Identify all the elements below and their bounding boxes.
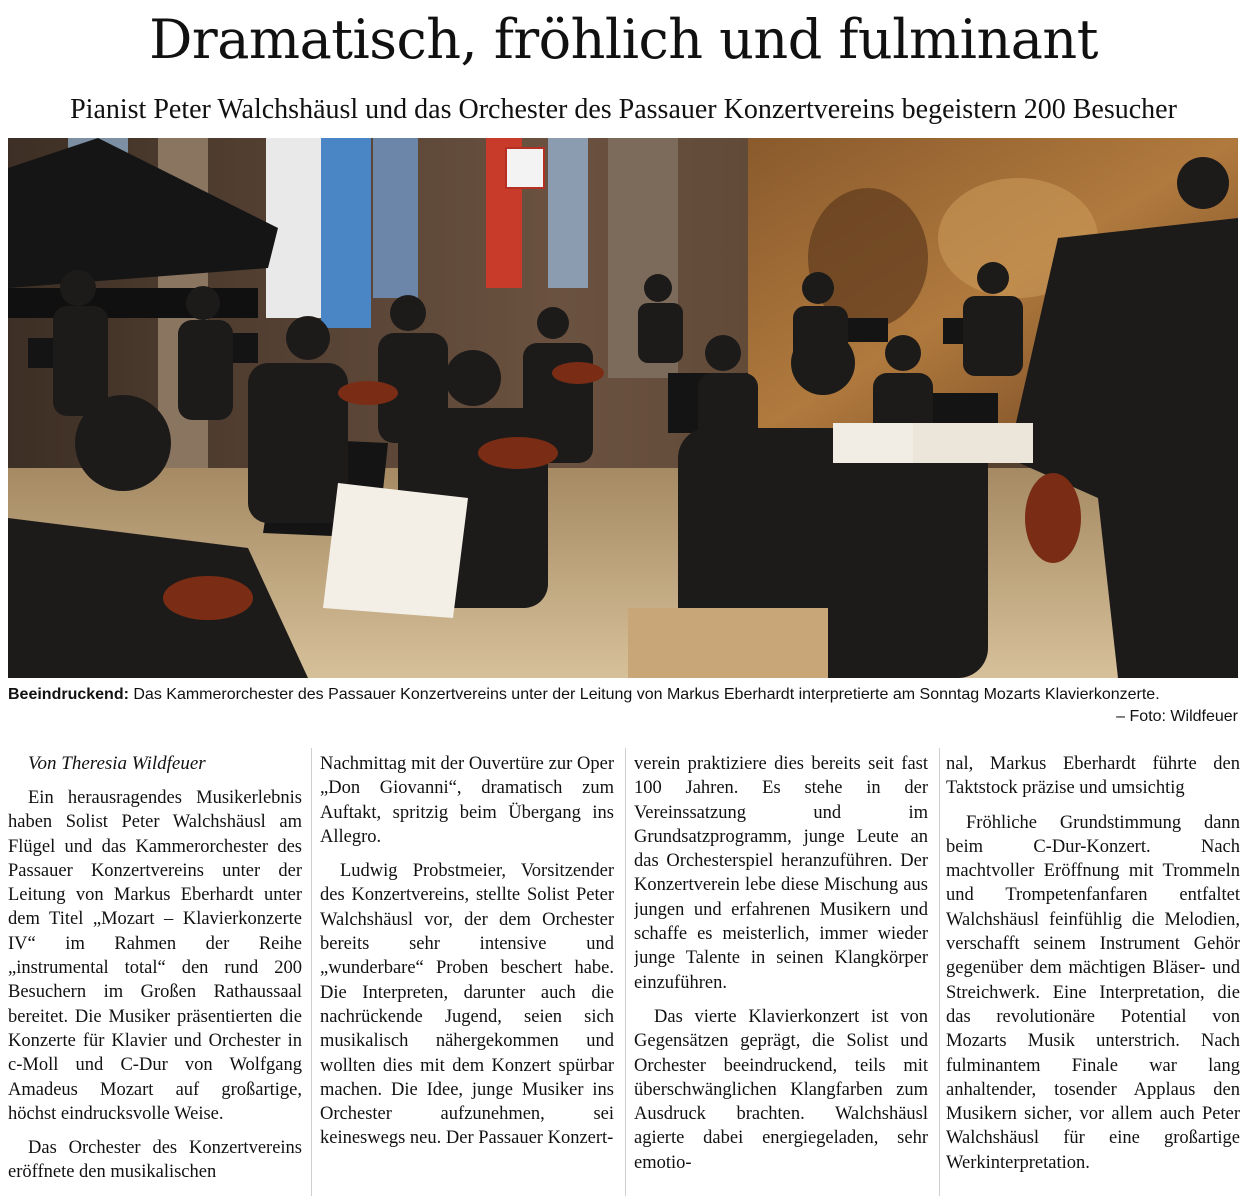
- photo-caption: [8, 684, 1238, 706]
- paragraph: verein praktiziere dies bereits seit fast 100 Jahren. Es stehe in der Vereinssatzung und im Grundsatzprogramm, junge Leute an das Orchesterspiel heranzuführen. Der Konzertverein lebe diese Mischung aus jungen und erfahrenen Musikern und schaffe es meisterlich, immer wieder junge Talente in seinen Klangkörper einzuführen.: [634, 754, 928, 993]
- column-divider: [625, 748, 626, 1196]
- paragraph: Ludwig Probstmeier, Vorsitzender des Konzertvereins, stellte Solist Peter Walchshäusl vor, der dem Orchester bereits sehr intensive und „wunderbare“ Proben beschert habe. Die Interpreten, darunter auch die nachrückende Jugend, seien sich musikalisch nähergekommen und wollten dies mit dem Konzert spürbar machen. Die Idee, junge Musiker ins Orchester aufzunehmen, sei keineswegs neu. Der Passauer Konzert-: [320, 861, 614, 1149]
- paragraph: Ein herausragendes Musikerlebnis haben Solist Peter Walchshäusl am Flügel und das Kammerorchester des Passauer Konzertvereins unter der Leitung von Markus Eberhardt unter dem Titel „Mozart – Klavierkonzerte IV“ im Rahmen der Reihe „instrumental total“ den rund 200 Besuchern im Großen Rathaussaal bereitet. Die Musiker präsentierten die Konzerte für Klavier und Orchester in c-Moll und C-Dur von Wolfgang Amadeus Mozart auf großartige, höchst eindrucksvolle Weise.: [8, 788, 302, 1124]
- subheadline: Pianist Peter Walchshäusl und das Orchester des Passauer Konzertvereins begeistern 200 Besucher: [70, 94, 1177, 125]
- article-column-4: [946, 752, 1240, 1200]
- concert-photo: [8, 138, 1238, 678]
- headline: Dramatisch, fröhlich und fulminant: [149, 8, 1098, 71]
- orchestra-photo-illustration: [8, 138, 1238, 678]
- photo-credit: – Foto: Wildfeuer: [1116, 708, 1238, 725]
- article-column-3: [634, 752, 928, 1200]
- column-divider: [939, 748, 940, 1196]
- paragraph: nal, Markus Eberhardt führte den Taktstock präzise und umsichtig: [946, 754, 1240, 799]
- paragraph: Fröhliche Grundstimmung dann beim C-Dur-Konzert. Nach machtvoller Eröffnung mit Trommeln und Trompetenfanfaren entfaltet Walchshäusl feinfühlig die Melodien, verschafft seinem Instrument Gehör gegenüber dem mächtigen Bläser- und Streichwerk. Eine Interpretation, die das revolutionäre Potential von Mozarts Musik unterstrich. Nach fulminantem Finale war lang anhaltender, tosender Applaus den Musikern sicher, vor allem auch Peter Walchshäusl für eine großartige Werkinterpretation.: [946, 812, 1240, 1173]
- byline: Von Theresia Wildfeuer: [28, 753, 206, 774]
- article-column-1: [8, 752, 302, 1200]
- caption-lead: Beeindruckend:: [8, 686, 129, 703]
- caption-text: Das Kammerorchester des Passauer Konzertvereins unter der Leitung von Markus Eberhardt interpretierte am Sonntag Mozarts Klavierkonzerte.: [128, 686, 1160, 703]
- column-divider: [311, 748, 312, 1196]
- paragraph: Nachmittag mit der Ouvertüre zur Oper „Don Giovanni“, dramatisch zum Auftakt, spritzig beim Übergang ins Allegro.: [320, 754, 614, 847]
- article-column-2: [320, 752, 614, 1200]
- paragraph: Das Orchester des Konzertvereins eröffnete den musikalischen: [8, 1138, 302, 1183]
- paragraph: Das vierte Klavierkonzert ist von Gegensätzen geprägt, die Solist und Orchester beeindruckend, teils mit überschwänglichen Klangfarben zum Ausdruck brachten. Walchshäusl agierte dabei energiegeladen, sehr emotio-: [634, 1006, 928, 1173]
